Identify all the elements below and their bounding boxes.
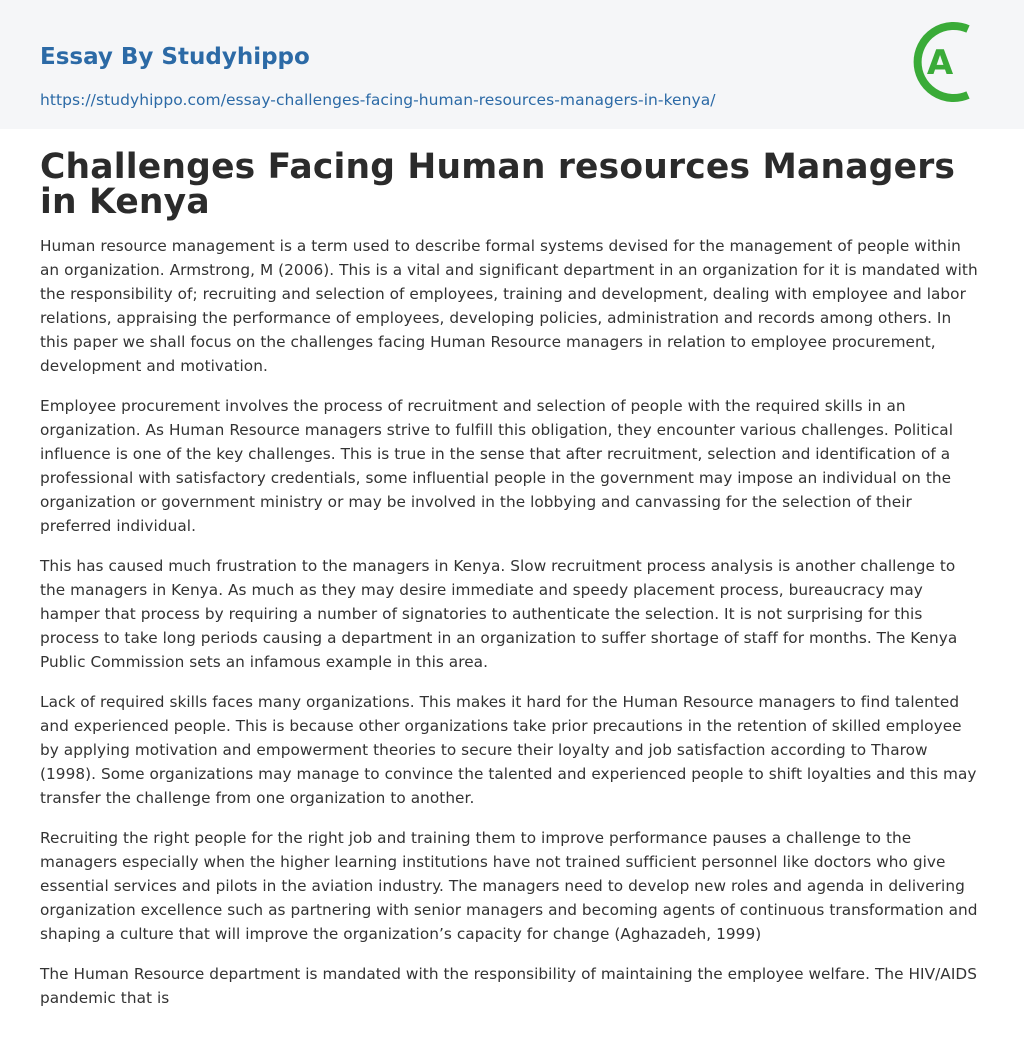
article-paragraph: Lack of required skills faces many organizations. This makes it hard for the Human Resource managers to find talented and experienced people. This is because other organizations take prior precautions in the retention of skilled employee by applying motivation and empowerment theories to secure their loyalty and job satisfaction according to Tharow (1998). Some organizations may manage to convince the talented and experienced people to shift loyalties and this may transfer the challenge from one organization to another. xyxy=(40,693,977,807)
article-paragraph: Recruiting the right people for the right job and training them to improve performance pauses a challenge to the managers especially when the higher learning institutions have not trained sufficient personnel like doctors who give essential services and pilots in the aviation industry. The managers need to develop new roles and agenda in delivering organization excellence such as partnering with senior managers and becoming agents of continuous transformation and shaping a culture that will improve the organization’s capacity for change (Aghazadeh, 1999) xyxy=(40,829,978,943)
article-content xyxy=(0,147,1024,1010)
essay-url-link[interactable]: https://studyhippo.com/essay-challenges-facing-human-resources-managers-in-kenya/ xyxy=(40,91,716,109)
studyhippo-logo-icon[interactable] xyxy=(910,16,990,108)
logo-letter: A xyxy=(926,43,954,83)
article-paragraph: Employee procurement involves the process of recruitment and selection of people with the required skills in an organization. As Human Resource managers strive to fulfill this obligation, they encounter various challenges. Political influence is one of the key challenges. This is true in the sense that after recruitment, selection and identification of a professional with satisfactory credentials, some influential people in the government may impose an individual on the organization or government ministry or may be involved in the lobbying and canvassing for the selection of their preferred individual. xyxy=(40,397,954,535)
article-title: Challenges Facing Human resources Managers in Kenya xyxy=(40,147,956,222)
site-header xyxy=(0,0,1024,129)
article-paragraph: This has caused much frustration to the managers in Kenya. Slow recruitment process analysis is another challenge to the managers in Kenya. As much as they may desire immediate and speedy placement process, bureaucracy may hamper that process by requiring a number of signatories to authenticate the selection. It is not surprising for this process to take long periods causing a department in an organization to suffer shortage of staff for months. The Kenya Public Commission sets an infamous example in this area. xyxy=(40,557,958,671)
article-paragraph: The Human Resource department is mandated with the responsibility of maintaining the employee welfare. The HIV/AIDS pandemic that is xyxy=(40,965,977,1007)
article-paragraph: Human resource management is a term used to describe formal systems devised for the management of people within an organization. Armstrong, M (2006). This is a vital and significant department in an organization for it is mandated with the responsibility of; recruiting and selection of employees, training and development, dealing with employee and labor relations, appraising the performance of employees, developing policies, administration and records among others. In this paper we shall focus on the challenges facing Human Resource managers in relation to employee procurement, development and motivation. xyxy=(40,237,978,375)
site-brand[interactable]: Essay By Studyhippo xyxy=(40,44,310,70)
